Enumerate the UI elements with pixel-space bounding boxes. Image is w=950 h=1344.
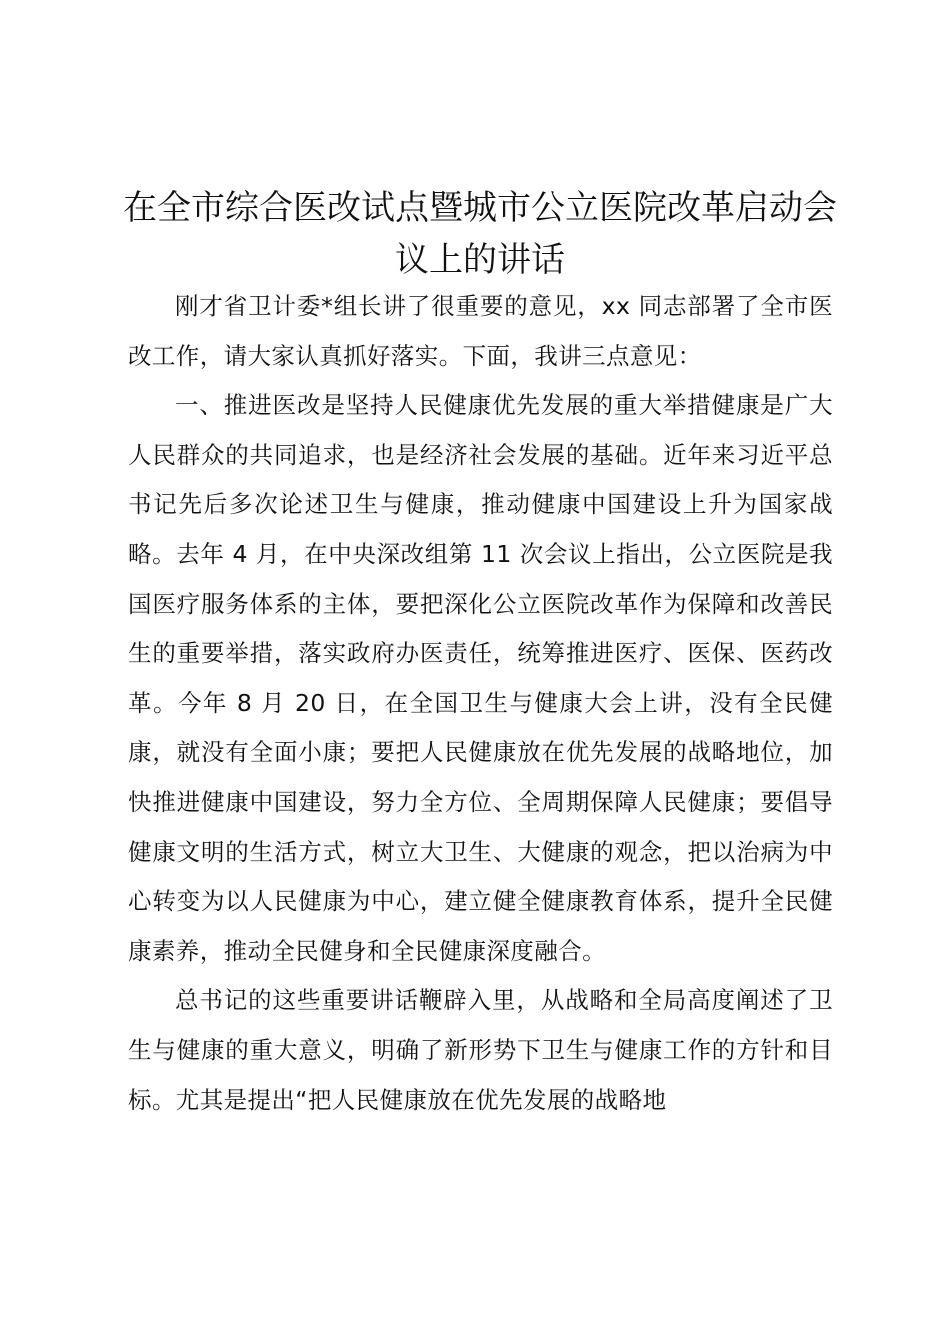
paragraph-intro: 刚才省卫计委*组长讲了很重要的意见，xx 同志部署了全市医改工作，请大家认真抓好落实。下面，我讲三点意见： (128, 292, 833, 370)
paragraph-commentary: 总书记的这些重要讲话鞭辟入里，从战略和全局高度阐述了卫生与健康的重大意义，明确了新形势下卫生与健康工作的方针和目标。尤其是提出“把人民健康放在优先发展的战略地 (128, 986, 833, 1114)
document-title: 在全市综合医改试点暨城市公立医院改革启动会议上的讲话 (123, 188, 837, 280)
document-body (128, 282, 833, 1125)
paragraph-section-one: 一、推进医改是坚持人民健康优先发展的重大举措健康是广大人民群众的共同追求，也是经济社会发展的基础。近年来习近平总书记先后多次论述卫生与健康，推动健康中国建设上升为国家战略。去年 4 月，在中央深改组第 11 次会议上指出，公立医院是我国医疗服务体系的主体，要把深化公立医院改革作为保障和改善民生的重要举措，落实政府办医责任，统筹推进医疗、医保、医药改革。今年 8 月 20 日，在全国卫生与健康大会上讲，没有全民健康，就没有全面小康；要把人民健康放在优先发展的战略地位，加快推进健康中国建设，努力全方位、全周期保障人民健康；要倡导健康文明的生活方式，树立大卫生、大健康的观念，把以治病为中心转变为以人民健康为中心，建立健全健康教育体系，提升全民健康素养，推动全民健身和全民健康深度融合。 (128, 391, 833, 965)
